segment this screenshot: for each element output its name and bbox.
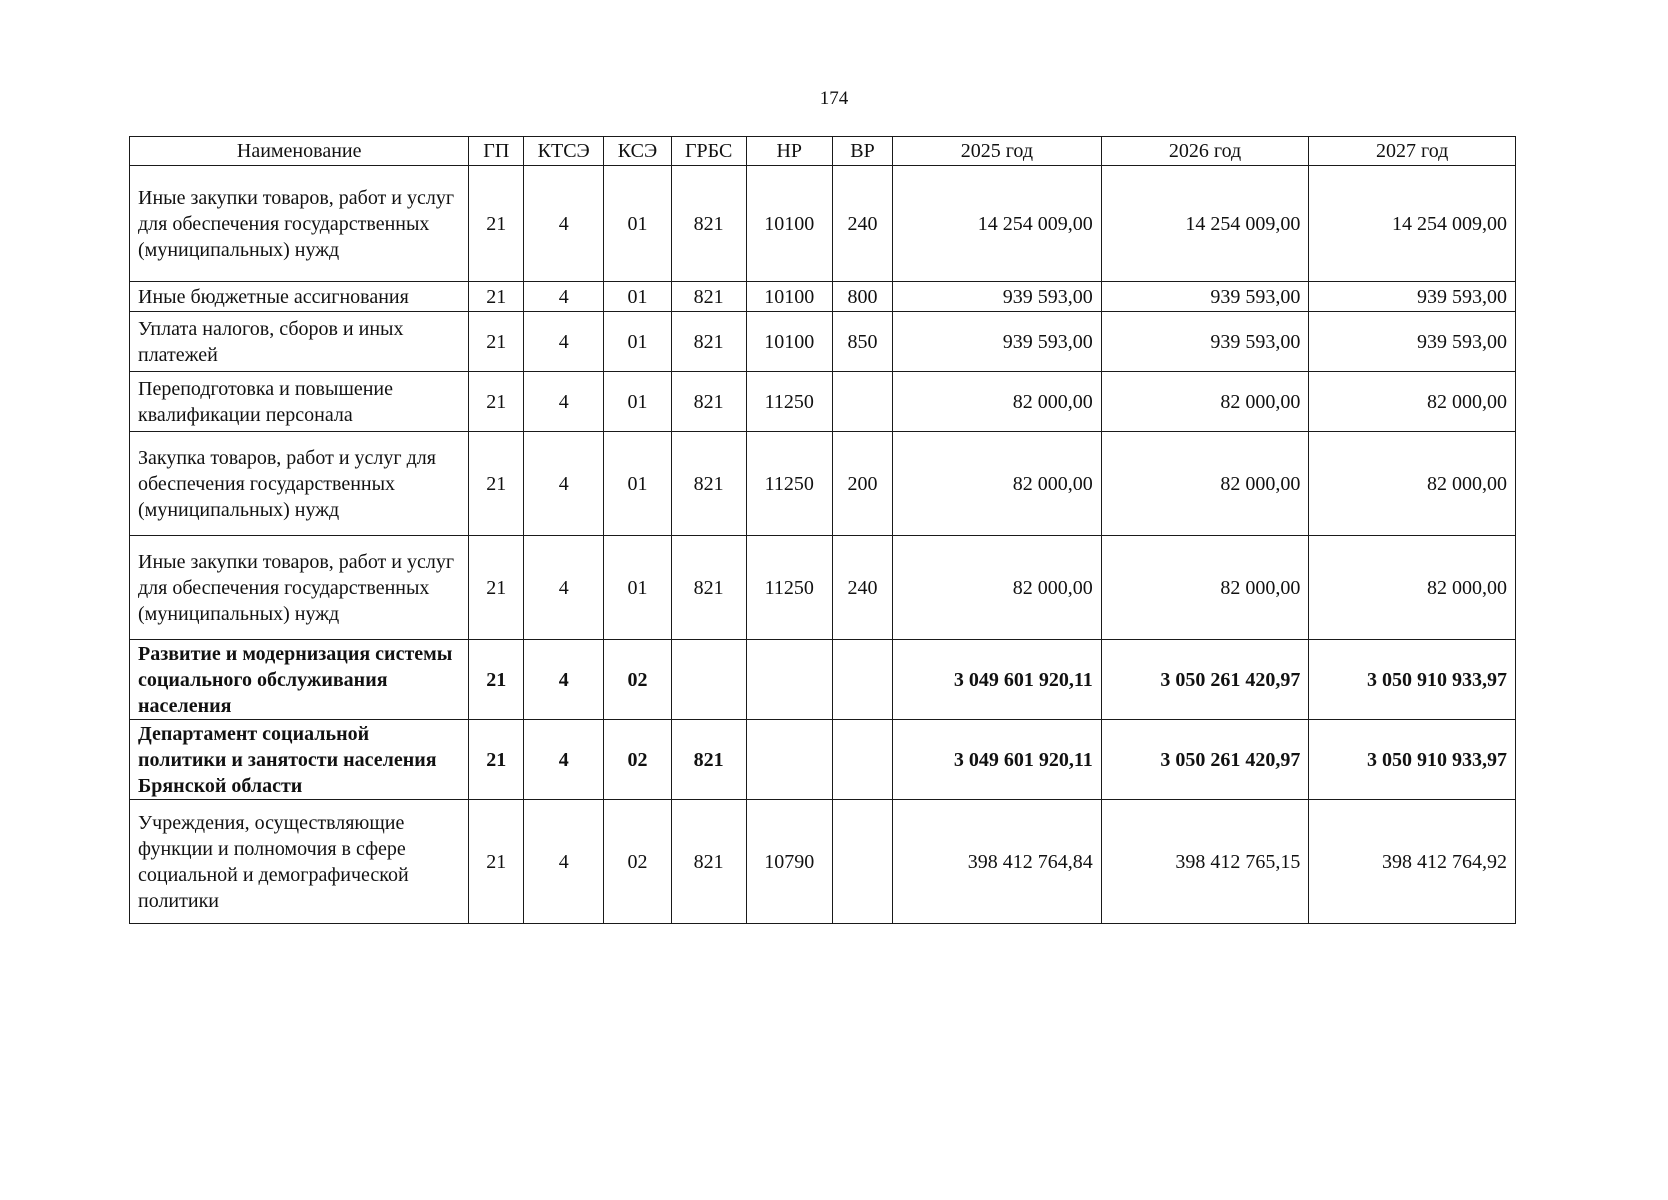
cell-name: Департамент социальной политики и занятости населения Брянской области <box>130 720 469 800</box>
cell-name: Уплата налогов, сборов и иных платежей <box>130 312 469 372</box>
table-row <box>130 432 1516 536</box>
cell-2027: 82 000,00 <box>1309 372 1516 432</box>
cell-ktse: 4 <box>524 720 604 800</box>
cell-nr: 11250 <box>746 372 832 432</box>
cell-nr <box>746 720 832 800</box>
header-ktse: КТСЭ <box>524 137 604 166</box>
cell-name: Переподготовка и повышение квалификации персонала <box>130 372 469 432</box>
table-row <box>130 536 1516 640</box>
cell-grbs: 821 <box>671 312 746 372</box>
budget-table <box>129 136 1516 924</box>
cell-2025: 3 049 601 920,11 <box>893 720 1102 800</box>
cell-ktse: 4 <box>524 312 604 372</box>
cell-vr: 240 <box>832 536 892 640</box>
header-name: Наименование <box>130 137 469 166</box>
cell-kse: 01 <box>604 312 671 372</box>
cell-grbs: 821 <box>671 166 746 282</box>
cell-nr: 10790 <box>746 800 832 924</box>
cell-gp: 21 <box>469 312 524 372</box>
cell-vr: 240 <box>832 166 892 282</box>
cell-name: Развитие и модернизация системы социального обслуживания населения <box>130 640 469 720</box>
cell-vr <box>832 720 892 800</box>
cell-2027: 82 000,00 <box>1309 536 1516 640</box>
header-2025: 2025 год <box>893 137 1102 166</box>
cell-ktse: 4 <box>524 166 604 282</box>
table-row <box>130 166 1516 282</box>
cell-2026: 939 593,00 <box>1101 312 1309 372</box>
cell-nr: 11250 <box>746 536 832 640</box>
cell-name: Иные бюджетные ассигнования <box>130 282 469 312</box>
cell-name: Иные закупки товаров, работ и услуг для обеспечения государственных (муниципальных) нужд <box>130 166 469 282</box>
cell-2026: 3 050 261 420,97 <box>1101 640 1309 720</box>
cell-vr: 850 <box>832 312 892 372</box>
table-header-row <box>130 137 1516 166</box>
cell-2026: 14 254 009,00 <box>1101 166 1309 282</box>
cell-vr: 800 <box>832 282 892 312</box>
cell-ktse: 4 <box>524 372 604 432</box>
cell-2027: 939 593,00 <box>1309 282 1516 312</box>
cell-gp: 21 <box>469 282 524 312</box>
cell-2025: 82 000,00 <box>893 432 1102 536</box>
cell-nr: 10100 <box>746 312 832 372</box>
cell-kse: 01 <box>604 432 671 536</box>
cell-2025: 939 593,00 <box>893 282 1102 312</box>
table-row <box>130 282 1516 312</box>
cell-nr: 10100 <box>746 282 832 312</box>
cell-2027: 3 050 910 933,97 <box>1309 720 1516 800</box>
cell-grbs: 821 <box>671 536 746 640</box>
cell-name: Учреждения, осуществляющие функции и полномочия в сфере социальной и демографической политики <box>130 800 469 924</box>
cell-gp: 21 <box>469 640 524 720</box>
cell-2027: 398 412 764,92 <box>1309 800 1516 924</box>
cell-vr: 200 <box>832 432 892 536</box>
table-row <box>130 720 1516 800</box>
cell-vr <box>832 640 892 720</box>
cell-vr <box>832 800 892 924</box>
cell-gp: 21 <box>469 536 524 640</box>
cell-2026: 3 050 261 420,97 <box>1101 720 1309 800</box>
header-vr: ВР <box>832 137 892 166</box>
cell-nr: 11250 <box>746 432 832 536</box>
cell-grbs: 821 <box>671 800 746 924</box>
cell-gp: 21 <box>469 166 524 282</box>
table-row <box>130 640 1516 720</box>
table-row <box>130 372 1516 432</box>
cell-gp: 21 <box>469 432 524 536</box>
cell-2025: 398 412 764,84 <box>893 800 1102 924</box>
cell-2027: 939 593,00 <box>1309 312 1516 372</box>
cell-2027: 3 050 910 933,97 <box>1309 640 1516 720</box>
cell-grbs: 821 <box>671 432 746 536</box>
cell-2025: 82 000,00 <box>893 536 1102 640</box>
cell-2025: 939 593,00 <box>893 312 1102 372</box>
cell-ktse: 4 <box>524 640 604 720</box>
cell-vr <box>832 372 892 432</box>
cell-gp: 21 <box>469 372 524 432</box>
cell-kse: 01 <box>604 282 671 312</box>
cell-2027: 14 254 009,00 <box>1309 166 1516 282</box>
header-2027: 2027 год <box>1309 137 1516 166</box>
cell-ktse: 4 <box>524 282 604 312</box>
cell-2026: 82 000,00 <box>1101 372 1309 432</box>
cell-kse: 02 <box>604 800 671 924</box>
header-2026: 2026 год <box>1101 137 1309 166</box>
cell-2027: 82 000,00 <box>1309 432 1516 536</box>
cell-grbs <box>671 640 746 720</box>
cell-ktse: 4 <box>524 432 604 536</box>
header-nr: НР <box>746 137 832 166</box>
cell-kse: 02 <box>604 640 671 720</box>
cell-2026: 82 000,00 <box>1101 432 1309 536</box>
table-row <box>130 312 1516 372</box>
cell-kse: 01 <box>604 372 671 432</box>
cell-2026: 398 412 765,15 <box>1101 800 1309 924</box>
header-grbs: ГРБС <box>671 137 746 166</box>
cell-ktse: 4 <box>524 536 604 640</box>
cell-gp: 21 <box>469 720 524 800</box>
cell-kse: 01 <box>604 536 671 640</box>
cell-gp: 21 <box>469 800 524 924</box>
cell-name: Иные закупки товаров, работ и услуг для обеспечения государственных (муниципальных) нужд <box>130 536 469 640</box>
cell-nr: 10100 <box>746 166 832 282</box>
cell-grbs: 821 <box>671 372 746 432</box>
cell-grbs: 821 <box>671 720 746 800</box>
cell-2025: 14 254 009,00 <box>893 166 1102 282</box>
cell-2026: 82 000,00 <box>1101 536 1309 640</box>
page-number: 174 <box>819 88 849 109</box>
header-gp: ГП <box>469 137 524 166</box>
cell-grbs: 821 <box>671 282 746 312</box>
cell-kse: 01 <box>604 166 671 282</box>
cell-2026: 939 593,00 <box>1101 282 1309 312</box>
cell-2025: 82 000,00 <box>893 372 1102 432</box>
cell-nr <box>746 640 832 720</box>
cell-2025: 3 049 601 920,11 <box>893 640 1102 720</box>
cell-kse: 02 <box>604 720 671 800</box>
cell-name: Закупка товаров, работ и услуг для обеспечения государственных (муниципальных) нужд <box>130 432 469 536</box>
table-row <box>130 800 1516 924</box>
cell-ktse: 4 <box>524 800 604 924</box>
header-kse: КСЭ <box>604 137 671 166</box>
